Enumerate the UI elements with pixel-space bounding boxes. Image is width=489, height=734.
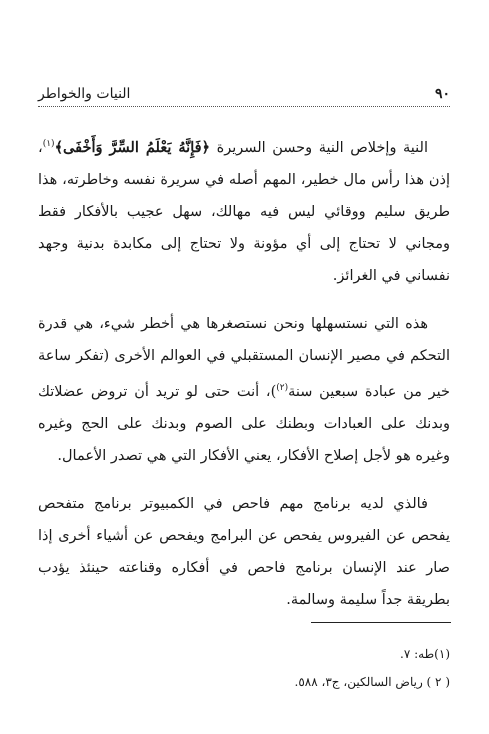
footnote-ref-1: (١) [42, 139, 55, 149]
footnote-2: ( ٢ ) رياض السالكين، ج٣، ٥٨٨. [294, 675, 450, 689]
page-body [38, 128, 450, 632]
paragraph-3 [38, 488, 450, 616]
footnotes [38, 640, 450, 696]
paragraph-3-text: فالذي لديه برنامج مهم فاحص في الكمبيوتر برنامج متفحص يفحص عن الفيروس يفحص عن البرامج ويفحص عن أشياء أخرى إذا صار عند الإنسان برنامج فاحص في أفكاره وقناعته حينئذ يؤدب بطريقة جداً سليمة وسالمة. [38, 495, 450, 608]
quran-verse: ﴿فَإِنَّهُ يَعْلَمُ السِّرَّ وَأَخْفَى﴾ [54, 138, 211, 156]
paragraph-1 [38, 128, 450, 292]
footnote-separator [311, 622, 451, 623]
footnote-1: (١)طه: ٧. [400, 647, 450, 661]
page-number: ٩٠ [434, 86, 450, 102]
page-header [38, 86, 450, 107]
running-title: النيات والخواطر [38, 86, 131, 102]
paragraph-2-text-a: هذه التي نستسهلها ونحن نستصغرها هي أخطر شيء، هي قدرة التحكم في مصير الإنسان المستقبلي في العوالم الأخرى (تفكر ساعة خير من عبادة سبعين سنة [38, 315, 450, 400]
paragraph-1-text-b: ، إذن هذا رأس مال خطير، المهم أصله في سريرة نفسه وخاطرته، هذا طريق سليم ووقائي ليس فيه مهالك، سهل عجيب بالأفكار فقط ومجاني لا تحتاج إلى أي مؤونة ولا تحتاج إلى مكابدة بدنية وجهد نفساني في الغرائز. [38, 139, 450, 284]
paragraph-1-text-a: النية وإخلاص النية وحسن السريرة [210, 139, 428, 156]
footnote-ref-2: (٢) [276, 382, 289, 393]
paragraph-2 [38, 308, 450, 472]
paragraph-2-text-b: )، أنت حتى لو تريد أن تروض عضلاتك وبدنك على العبادات وبطنك على الصوم وبدنك على الحج وغيره وغيره هو لأجل إصلاح الأفكار، يعني الأفكار التي هي تصدر الأعمال. [38, 383, 450, 464]
